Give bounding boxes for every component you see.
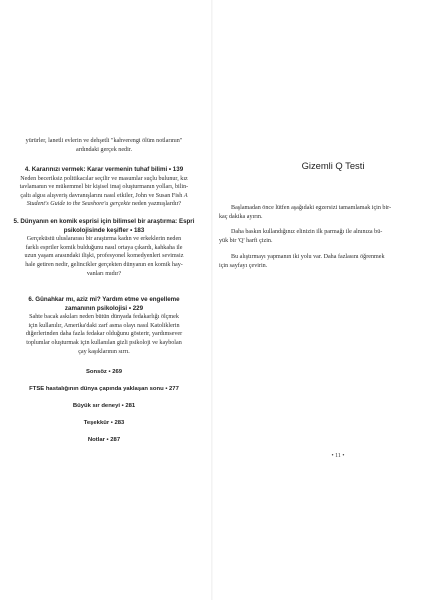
toc-entry-experiment: Büyük sır deneyi • 281 [72,403,136,409]
section-4-title: 4. Kararınızı vermek: Karar vermenin tuhaf bilimi • 139 [24,166,184,173]
page-number: • 11 • [331,453,345,459]
chapter-title: Gizemli Q Testi [301,160,365,171]
intro-line: yürürler, lanetli evlerin ve dehşetli "kahverengi ölüm notlarının" [25,138,183,144]
paragraph-line: için sayfayı çevirin. [219,262,268,269]
toc-entry-thanks: Teşekkür • 283 [83,420,125,426]
section-5-line: farklı espriler komik bulduğunu nasıl ortaya çıkardı, kahkaha ile [25,244,183,251]
section-4-line [4,200,204,209]
section-5-title: 5. Dünyanın en komik esprisi için bilimsel bir araştırma: Espri [13,218,195,225]
intro-text [4,137,204,154]
paragraph-1 [219,204,406,221]
section-6-line: çay kaşıklarının sırrı. [78,348,130,355]
section-6-title: zamanının psikolojisi • 229 [64,304,144,312]
paragraph-line: yük bir 'Q' harfi çizin. [219,237,273,244]
intro-line: ardındaki gerçek nedir. [75,146,132,153]
section-4 [4,166,204,209]
section-6-line: için kullanılır, Amerika'daki zarf asma olayı nasıl Katoliklerin [28,322,180,329]
paragraph-line: Daha baskın kullandığınız elinizin ilk parmağı ile alnınıza bü- [231,229,383,235]
section-5-line: Gerçeküstü uluslararası bir araştırma kadın ve erkeklerin neden [26,236,182,243]
section-4-line: Neden beceriksiz politikacılar seçilir ve masumlar suçlu bulunur, kız [20,175,188,182]
toc-entry-ftse: FTSE hastalığının dünya çapında yaklaşan sonu • 277 [29,386,179,392]
paragraph-line: kaç dakika ayırın. [219,213,263,220]
paragraph-3 [219,253,406,270]
section-5-line: hale getiren nedir, gelincikler gerçekten dünyanın en komik hay- [25,261,183,268]
book-title: Student's Guide to the Seashore'u gerçekte [26,201,131,208]
section-5-line: uzun yaşam arasındaki ilişki, profesyonel komedyenleri sevimsiz [24,253,184,260]
section-6-line: Sahte bacak askıları neden bütün dünyada fedakarlığı ölçmek [29,314,179,321]
section-4-line-end: neden yazmışlardır? [132,201,182,208]
section-5 [4,218,204,278]
section-6-line: toplumlar oluşturmak için kullanılan gizli psikoloji ve kaybolan [26,339,182,346]
toc-entry-notes: Notlar • 287 [87,437,121,443]
section-4-line: tavlamanın ve mükemmel bir kişisel imaj oluşturmanın yolları, bilin- [19,184,189,191]
section-4-line: çaltı algısı alışveriş davranışlarını nasıl etkiler, John ve Susan Fish A [20,192,188,199]
paragraph-line: Başlamadan önce lütfen aşağıdaki egzersizi tamamlamak için bir- [231,205,392,211]
italic-fragment: A [183,192,188,199]
toc-entry-sonsoz: Sonsöz • 269 [85,369,123,375]
section-5-line: vanları mıdır? [86,270,122,277]
paragraph-line: Bu alıştırmayı yapmanın iki yolu var. Daha fazlasını öğrenmek [231,254,385,260]
section-6-line: diğerlerinden daha fazla fedakar olduğunu gösterir, yardımsever [25,331,183,338]
right-page [212,0,424,600]
paragraph-2 [219,228,406,245]
section-6-title: 6. Günahkar mı, aziz mi? Yardım etme ve engelleme [28,296,180,303]
section-5-title: psikolojisinde keşifler • 183 [63,226,145,234]
section-6 [4,296,204,356]
